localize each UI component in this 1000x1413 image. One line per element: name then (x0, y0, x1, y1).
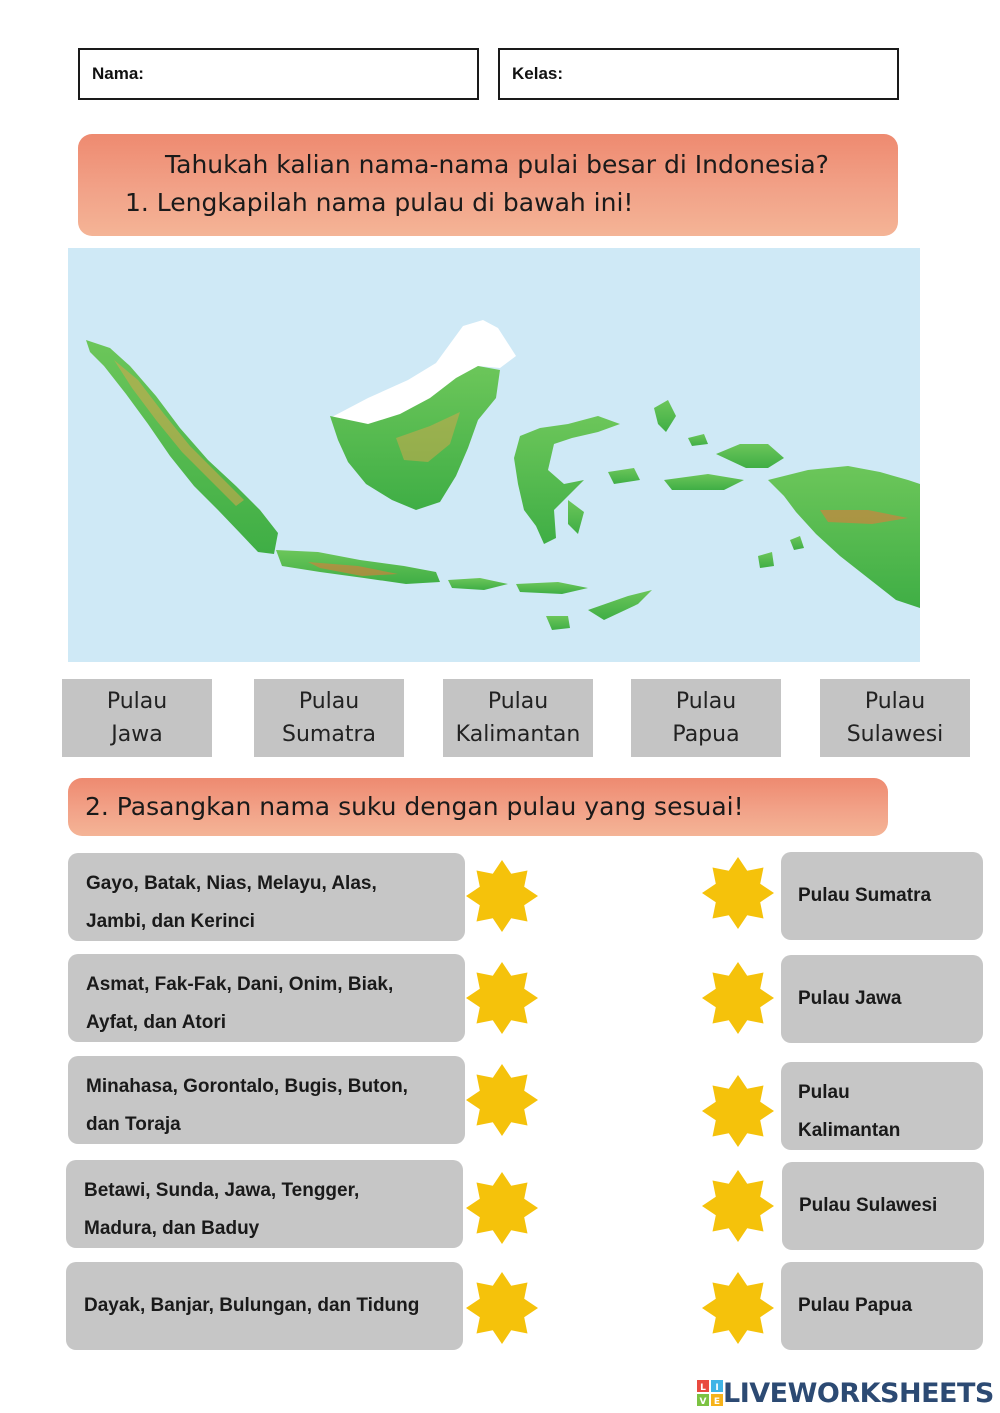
liveworksheets-wordmark: LIVEWORKSHEETS (723, 1377, 994, 1409)
tribe-text-line2: Ayfat, dan Atori (86, 1012, 227, 1033)
eight-point-star-icon[interactable] (464, 1062, 540, 1138)
name-label: Nama: (92, 64, 144, 83)
name-field[interactable] (78, 48, 479, 100)
eight-point-star-icon[interactable] (700, 960, 776, 1036)
island-tile-word: Pulau (487, 689, 549, 714)
liveworksheets-logo (697, 1377, 994, 1409)
island-tile-papua[interactable] (631, 679, 781, 757)
tribe-text-line1: Dayak, Banjar, Bulungan, dan Tidung (84, 1295, 420, 1316)
tribe-card-5 (66, 1262, 463, 1350)
eight-point-star-icon[interactable] (464, 960, 540, 1036)
island-tile-name: Sumatra (282, 722, 376, 747)
svg-text:E: E (713, 1397, 721, 1406)
island-card-jawa (781, 955, 983, 1043)
indonesia-map (68, 248, 920, 662)
island-card-kalimantan (781, 1062, 983, 1150)
class-field[interactable] (498, 48, 899, 100)
island-tile-name: Papua (672, 722, 740, 747)
eight-point-star-icon[interactable] (700, 1073, 776, 1149)
svg-text:I: I (715, 1383, 719, 1393)
tribe-text-line1: Minahasa, Gorontalo, Bugis, Buton, (86, 1076, 408, 1097)
island-tile-word: Pulau (298, 689, 360, 714)
eight-point-star-icon[interactable] (700, 1168, 776, 1244)
eight-point-star-icon[interactable] (700, 855, 776, 931)
island-card-label: Pulau Papua (798, 1295, 913, 1316)
island-card-sumatra (781, 852, 983, 940)
island-card-label: Pulau Sumatra (798, 885, 932, 906)
island-card-label: Pulau Jawa (798, 988, 902, 1009)
map-graphic (68, 248, 920, 662)
island-tile-sulawesi[interactable] (820, 679, 970, 757)
tribe-text-line2: Madura, dan Baduy (84, 1218, 260, 1239)
island-card-label-line2: Kalimantan (798, 1120, 901, 1141)
liveworksheets-grid-icon (697, 1380, 723, 1406)
eight-point-star-icon[interactable] (464, 1170, 540, 1246)
island-card-papua (781, 1262, 983, 1350)
svg-text:L: L (700, 1383, 706, 1393)
island-tile-sumatra[interactable] (254, 679, 404, 757)
island-tile-kalimantan[interactable] (443, 679, 593, 757)
section2-banner (68, 778, 888, 836)
section1-question: Tahukah kalian nama-nama pulai besar di Indonesia? (165, 150, 829, 179)
tribe-card-4 (66, 1160, 463, 1248)
tribe-card-2 (68, 954, 465, 1042)
island-card-label-line1: Pulau (798, 1082, 850, 1103)
tribe-text-line1: Betawi, Sunda, Jawa, Tengger, (84, 1180, 360, 1201)
eight-point-star-icon[interactable] (700, 1270, 776, 1346)
island-tile-word: Pulau (106, 689, 168, 714)
island-card-label: Pulau Sulawesi (799, 1195, 938, 1216)
section1-instruction: 1. Lengkapilah nama pulau di bawah ini! (125, 188, 634, 217)
island-tile-name: Sulawesi (846, 722, 944, 747)
eight-point-star-icon[interactable] (464, 1270, 540, 1346)
section2-instruction: 2. Pasangkan nama suku dengan pulau yang sesuai! (85, 792, 744, 821)
island-tile-name: Jawa (111, 722, 163, 747)
svg-text:V: V (699, 1397, 707, 1406)
tribe-text-line2: Jambi, dan Kerinci (86, 911, 255, 932)
island-tile-word: Pulau (675, 689, 737, 714)
island-tile-name: Kalimantan (455, 722, 581, 747)
tribe-card-1 (68, 853, 465, 941)
island-tile-word: Pulau (864, 689, 926, 714)
island-card-sulawesi (782, 1162, 984, 1250)
tribe-card-3 (68, 1056, 465, 1144)
class-label: Kelas: (512, 64, 564, 83)
eight-point-star-icon[interactable] (464, 858, 540, 934)
tribe-text-line1: Asmat, Fak-Fak, Dani, Onim, Biak, (86, 974, 394, 995)
island-tile-jawa[interactable] (62, 679, 212, 757)
tribe-text-line1: Gayo, Batak, Nias, Melayu, Alas, (86, 873, 377, 894)
section1-banner (78, 134, 898, 236)
tribe-text-line2: dan Toraja (86, 1114, 181, 1135)
